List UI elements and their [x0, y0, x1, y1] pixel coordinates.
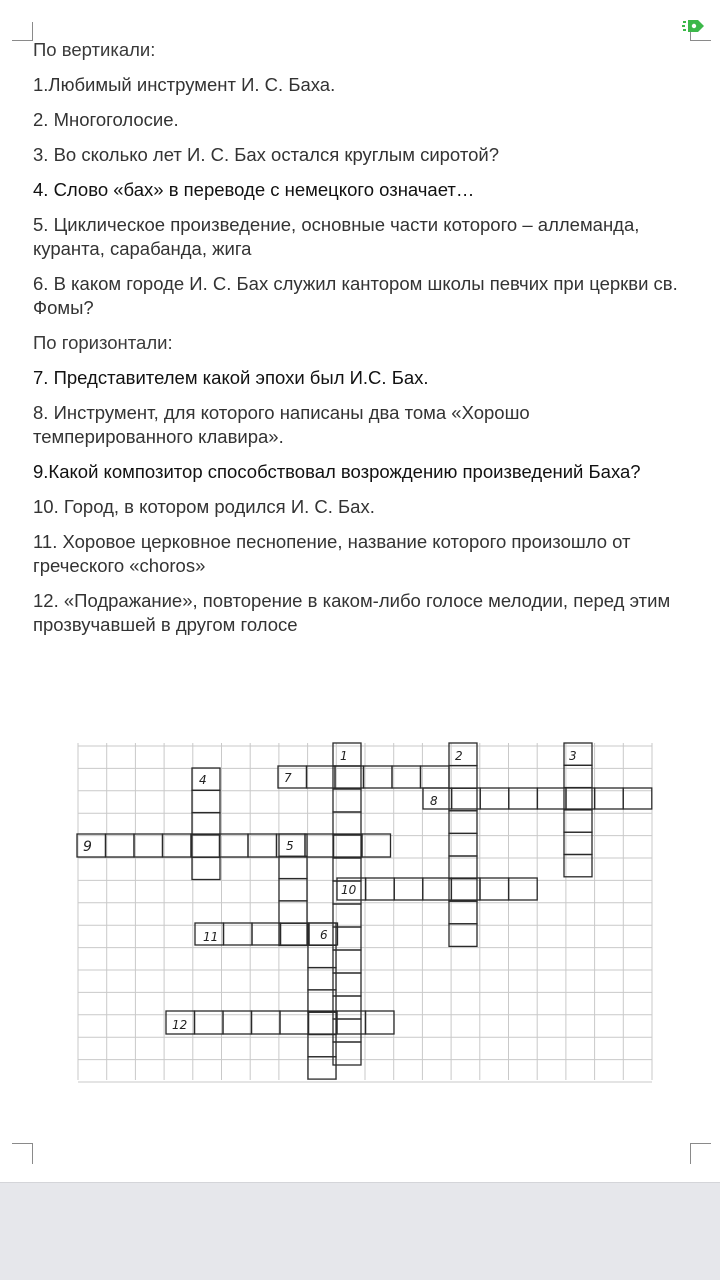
word-4-cell: [192, 835, 220, 857]
word-9-cell: [248, 834, 277, 857]
clues-text: [33, 38, 693, 637]
clue-number-6: 6: [320, 928, 328, 942]
vertical-clue-3: 3. Во сколько лет И. С. Бах остался круглым сиротой?: [33, 144, 499, 165]
word-5-cell: [279, 901, 307, 923]
word-2-cell: [449, 766, 477, 789]
vertical-heading: По вертикали:: [33, 39, 156, 60]
word-1-cell: [333, 812, 361, 835]
word-4-cell: [192, 857, 220, 879]
word-9-cell: [191, 834, 220, 857]
word-9-cell: [362, 834, 391, 857]
word-2-cell: [449, 811, 477, 834]
clue-number-2: 2: [455, 749, 463, 763]
word-9-cell: [106, 834, 135, 857]
word-10-cell: [509, 878, 538, 900]
horizontal-clue-8: 8. Инструмент, для которого написаны два тома «Хорошо темперированного клавира».: [33, 402, 530, 447]
word-9-cell: [334, 834, 363, 857]
vertical-clue-4: 4. Слово «бах» в переводе с немецкого означает…: [33, 179, 475, 200]
word-5-cell: [279, 856, 307, 878]
word-2-cell: [449, 856, 477, 879]
word-10-cell: [480, 878, 509, 900]
word-11-cell: [224, 923, 253, 945]
word-5-cell: [279, 923, 307, 945]
word-7-cell: [421, 766, 450, 788]
clue-number-8: 8: [430, 794, 438, 808]
word-6-cell: [308, 1057, 336, 1079]
clue-number-11: 11: [203, 930, 219, 944]
clue-number-1: 1: [340, 749, 348, 763]
clue-number-7: 7: [284, 771, 292, 785]
clue-number-4: 4: [199, 773, 207, 787]
horizontal-clue-12: 12. «Подражание», повторение в каком-либо голосе мелодии, перед этим прозвучавшей в другом голосе: [33, 590, 671, 635]
word-10-cell: [394, 878, 423, 900]
word-1-cell: [333, 766, 361, 789]
vertical-clue-6: 6. В каком городе И. С. Бах служил кантором школы певчих при церкви св. Фомы?: [33, 273, 678, 318]
word-4-cell: [192, 790, 220, 812]
vertical-clue-5: 5. Циклическое произведение, основные части которого – аллеманда, куранта, сарабанда, жига: [33, 214, 640, 259]
word-5-cell: [279, 879, 307, 901]
word-9-cell: [134, 834, 163, 857]
word-7-cell: [307, 766, 336, 788]
word-7-cell: [335, 766, 364, 788]
crossword-grid: [75, 708, 655, 1088]
word-6-cell: [308, 1012, 336, 1034]
word-10-cell: [423, 878, 452, 900]
word-6-cell: [308, 968, 336, 990]
vertical-clue-1: 1.Любимый инструмент И. С. Баха.: [33, 74, 336, 95]
word-10-cell: [451, 878, 480, 900]
word-6-cell: [308, 990, 336, 1012]
word-2-cell: [449, 879, 477, 902]
page-corner-mark: [690, 1143, 711, 1164]
word-9-cell: [305, 834, 334, 857]
horizontal-clue-9: 9.Какой композитор способствовал возрождению произведений Баха?: [33, 461, 641, 482]
word-1-cell: [333, 1042, 361, 1065]
page-corner-mark: [12, 1143, 33, 1164]
word-1-cell: [333, 835, 361, 858]
word-11-cell: [281, 923, 310, 945]
horizontal-clue-10: 10. Город, в котором родился И. С. Бах.: [33, 496, 375, 517]
word-11-cell: [252, 923, 281, 945]
word-2-cell: [449, 924, 477, 947]
word-10-cell: [366, 878, 395, 900]
word-7-cell: [364, 766, 393, 788]
word-7-cell: [278, 766, 307, 788]
horizontal-clue-11: 11. Хоровое церковное песнопение, название которого произошло от греческого «choros»: [33, 531, 631, 576]
word-9-cell: [163, 834, 192, 857]
horizontal-clue-7: 7. Представителем какой эпохи был И.С. Бах.: [33, 367, 429, 388]
clue-number-3: 3: [569, 749, 577, 763]
word-6-cell: [308, 945, 336, 967]
word-4-cell: [192, 813, 220, 835]
word-9-cell: [220, 834, 249, 857]
word-2-cell: [449, 901, 477, 924]
vertical-clue-2: 2. Многоголосие.: [33, 109, 179, 130]
word-2-cell: [449, 788, 477, 811]
word-2-cell: [449, 833, 477, 856]
clue-number-5: 5: [286, 839, 294, 853]
clue-number-9: 9: [83, 839, 92, 855]
page-corner-mark: [12, 22, 33, 41]
horizontal-heading: По горизонтали:: [33, 332, 173, 353]
word-1-cell: [333, 789, 361, 812]
edit-icon[interactable]: [680, 16, 706, 36]
word-7-cell: [392, 766, 421, 788]
clue-number-12: 12: [172, 1018, 188, 1032]
word-6-cell: [308, 1035, 336, 1057]
clue-number-10: 10: [341, 883, 357, 897]
